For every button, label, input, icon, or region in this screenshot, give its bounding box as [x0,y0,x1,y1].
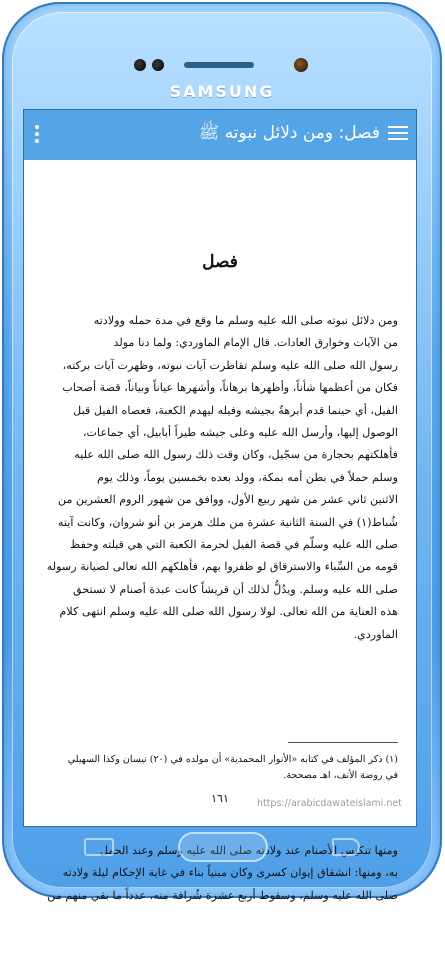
home-button[interactable] [178,832,268,862]
device-nav-bar [2,828,442,868]
screen [24,110,416,902]
footnote-text: (١) ذكر المؤلف في كتابه «الأنوار المحمدية» أن مولده في (٢٠) نيسان وكذا السهيلي في روضة الأنف، اهـ مصححة. [67,754,398,781]
body-text: ومن دلائل نبوته صلى الله عليه وسلم ما وقع في مدة حمله وولادته من الآيات وخوارق العادات. قال الإمام الماوردي: ولما دنا مولد رسول الله صلى الله عليه وسلم تقاطرت آيات نبوته، وظهرت آيات بركته، فكان من أعظمها شأناً، وأظهرها برهاناً، وأشهرها عياناً وبياناً، قصة أصحاب الفيل، أي حينما قدم أبرهةُ بجيشه وفيله ليهدم الكعبة، فعصاه الفيل قبل الوصول إليها، وأرسل الله عليه وعلى جيشه طيراً أبابيل، أي جماعات، فأهلكتهم بحجارة من سجّيل، وكان وقت ذلك رسول الله صلى الله عليه وسلم حملاً في بطن أمه بمكة، وولد بعده بخمسين يوماً، وذلك يوم الاثنين ثاني عشر من شهر ربيع الأول، ووافق من شهور الروم العشرين من شُباط(١) في السنة الثانية عشرة من ملك هرمز بن أنو شروان، وكانت آيته صلى الله عليه وسلّم في قصة الفيل لحرمة الكعبة التي هي قبلته وحفظ قومه من السِّباء والاسترقاق لو ظفروا بهم، فأهلكهم الله تعالى لصيانة رسوله صلى الله عليه وسلم. ويدُلُّ لذلك أن قريشاً كانت عبدة أصنام لا تستحق هذه العناية من الله تعالى. لولا رسول الله صلى الله عليه وسلم انتهى كلام الماوردي. [46,314,398,641]
app-bar [24,110,416,160]
top-sensors [2,54,442,76]
earpiece-speaker [184,62,254,68]
back-button[interactable] [332,838,360,856]
next-page-text: ومنها تنكيس الأصنام عند ولادته صلى الله عليه وسلم وعند الحمل به، ومنها: انشقاق إيوان كسرى وكان مبنياً بناء في غاية الإحكام ليلة ولادته صلى الله عليه وسلم، وسقوط أربع عشرة شُرافة منه، عدداً ما بقي منهم من [47,844,398,902]
front-camera [294,58,308,72]
sensor-dot [134,59,146,71]
footnote-divider [288,742,398,743]
section-heading: فصل [202,252,238,272]
brand-label: SAMSUNG [169,82,275,101]
sensor-dot [152,59,164,71]
watermark-url: https://arabicdawateislami.net [256,798,402,809]
book-page[interactable] [24,160,416,902]
hamburger-icon[interactable] [388,126,408,142]
recent-apps-button[interactable] [84,838,114,856]
kebab-icon[interactable] [34,125,40,145]
app-bar-title: فصل: ومن دلائل نبوته ﷺ [198,123,380,143]
page-number: ١٦١ [211,792,229,805]
phone-frame [2,2,442,902]
